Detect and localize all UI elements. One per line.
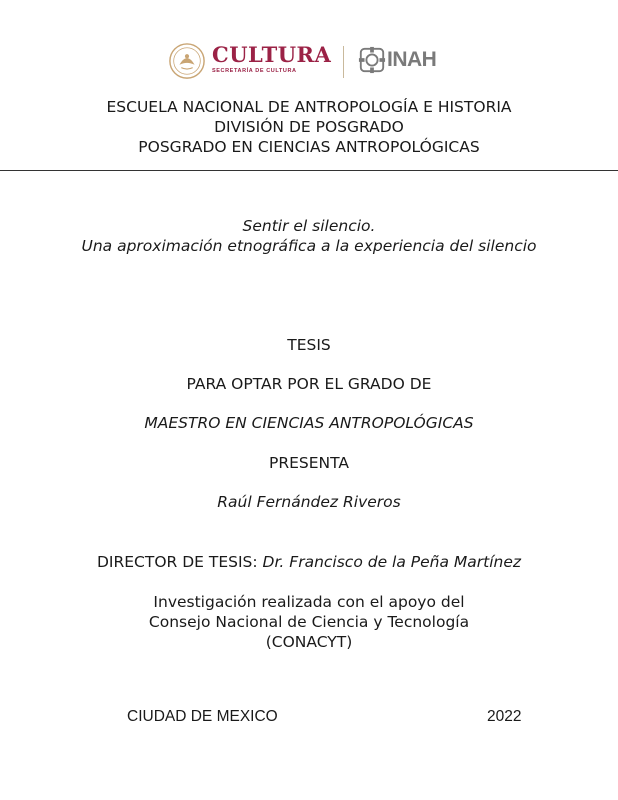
- logo-divider: [343, 46, 344, 78]
- header-rule: [0, 170, 618, 171]
- director-label: DIRECTOR DE TESIS:: [96, 553, 258, 571]
- director-name: Dr. Francisco de la Peña Martínez: [262, 553, 522, 571]
- support-line3: (CONACYT): [265, 633, 353, 651]
- institution-header: [0, 97, 618, 157]
- division-name: DIVISIÓN DE POSGRADO: [214, 118, 404, 136]
- presents-label: PRESENTA: [268, 454, 349, 472]
- support-line2: Consejo Nacional de Ciencia y Tecnología: [148, 613, 470, 631]
- thesis-type: TESIS: [287, 336, 331, 354]
- thesis-purpose: PARA OPTAR POR EL GRADO DE: [186, 375, 432, 393]
- support-line1: Investigación realizada con el apoyo del: [153, 593, 465, 611]
- program-name: POSGRADO EN CIENCIAS ANTROPOLÓGICAS: [138, 138, 480, 156]
- thesis-title-line2: Una aproximación etnográfica a la experiencia del silencio: [81, 237, 537, 255]
- institution-name: ESCUELA NACIONAL DE ANTROPOLOGÍA E HISTORIA: [106, 98, 512, 116]
- cultura-logo-subtitle: SECRETARÍA DE CULTURA: [212, 68, 297, 74]
- header-logos: [0, 40, 618, 86]
- thesis-title: [60, 216, 558, 256]
- thesis-director: [0, 552, 618, 572]
- inah-emblem-icon: [358, 46, 386, 74]
- cultura-logo-text: CULTURA: [212, 42, 332, 67]
- inah-logo-text: INAH: [387, 48, 437, 71]
- national-seal-icon: [168, 42, 206, 80]
- year: 2022: [487, 708, 522, 725]
- funding-acknowledgement: [0, 592, 618, 652]
- city: CIUDAD DE MEXICO: [127, 708, 278, 725]
- author-name: Raúl Fernández Riveros: [217, 493, 401, 511]
- degree-name: MAESTRO EN CIENCIAS ANTROPOLÓGICAS: [144, 414, 474, 432]
- thesis-title-line1: Sentir el silencio.: [242, 217, 376, 235]
